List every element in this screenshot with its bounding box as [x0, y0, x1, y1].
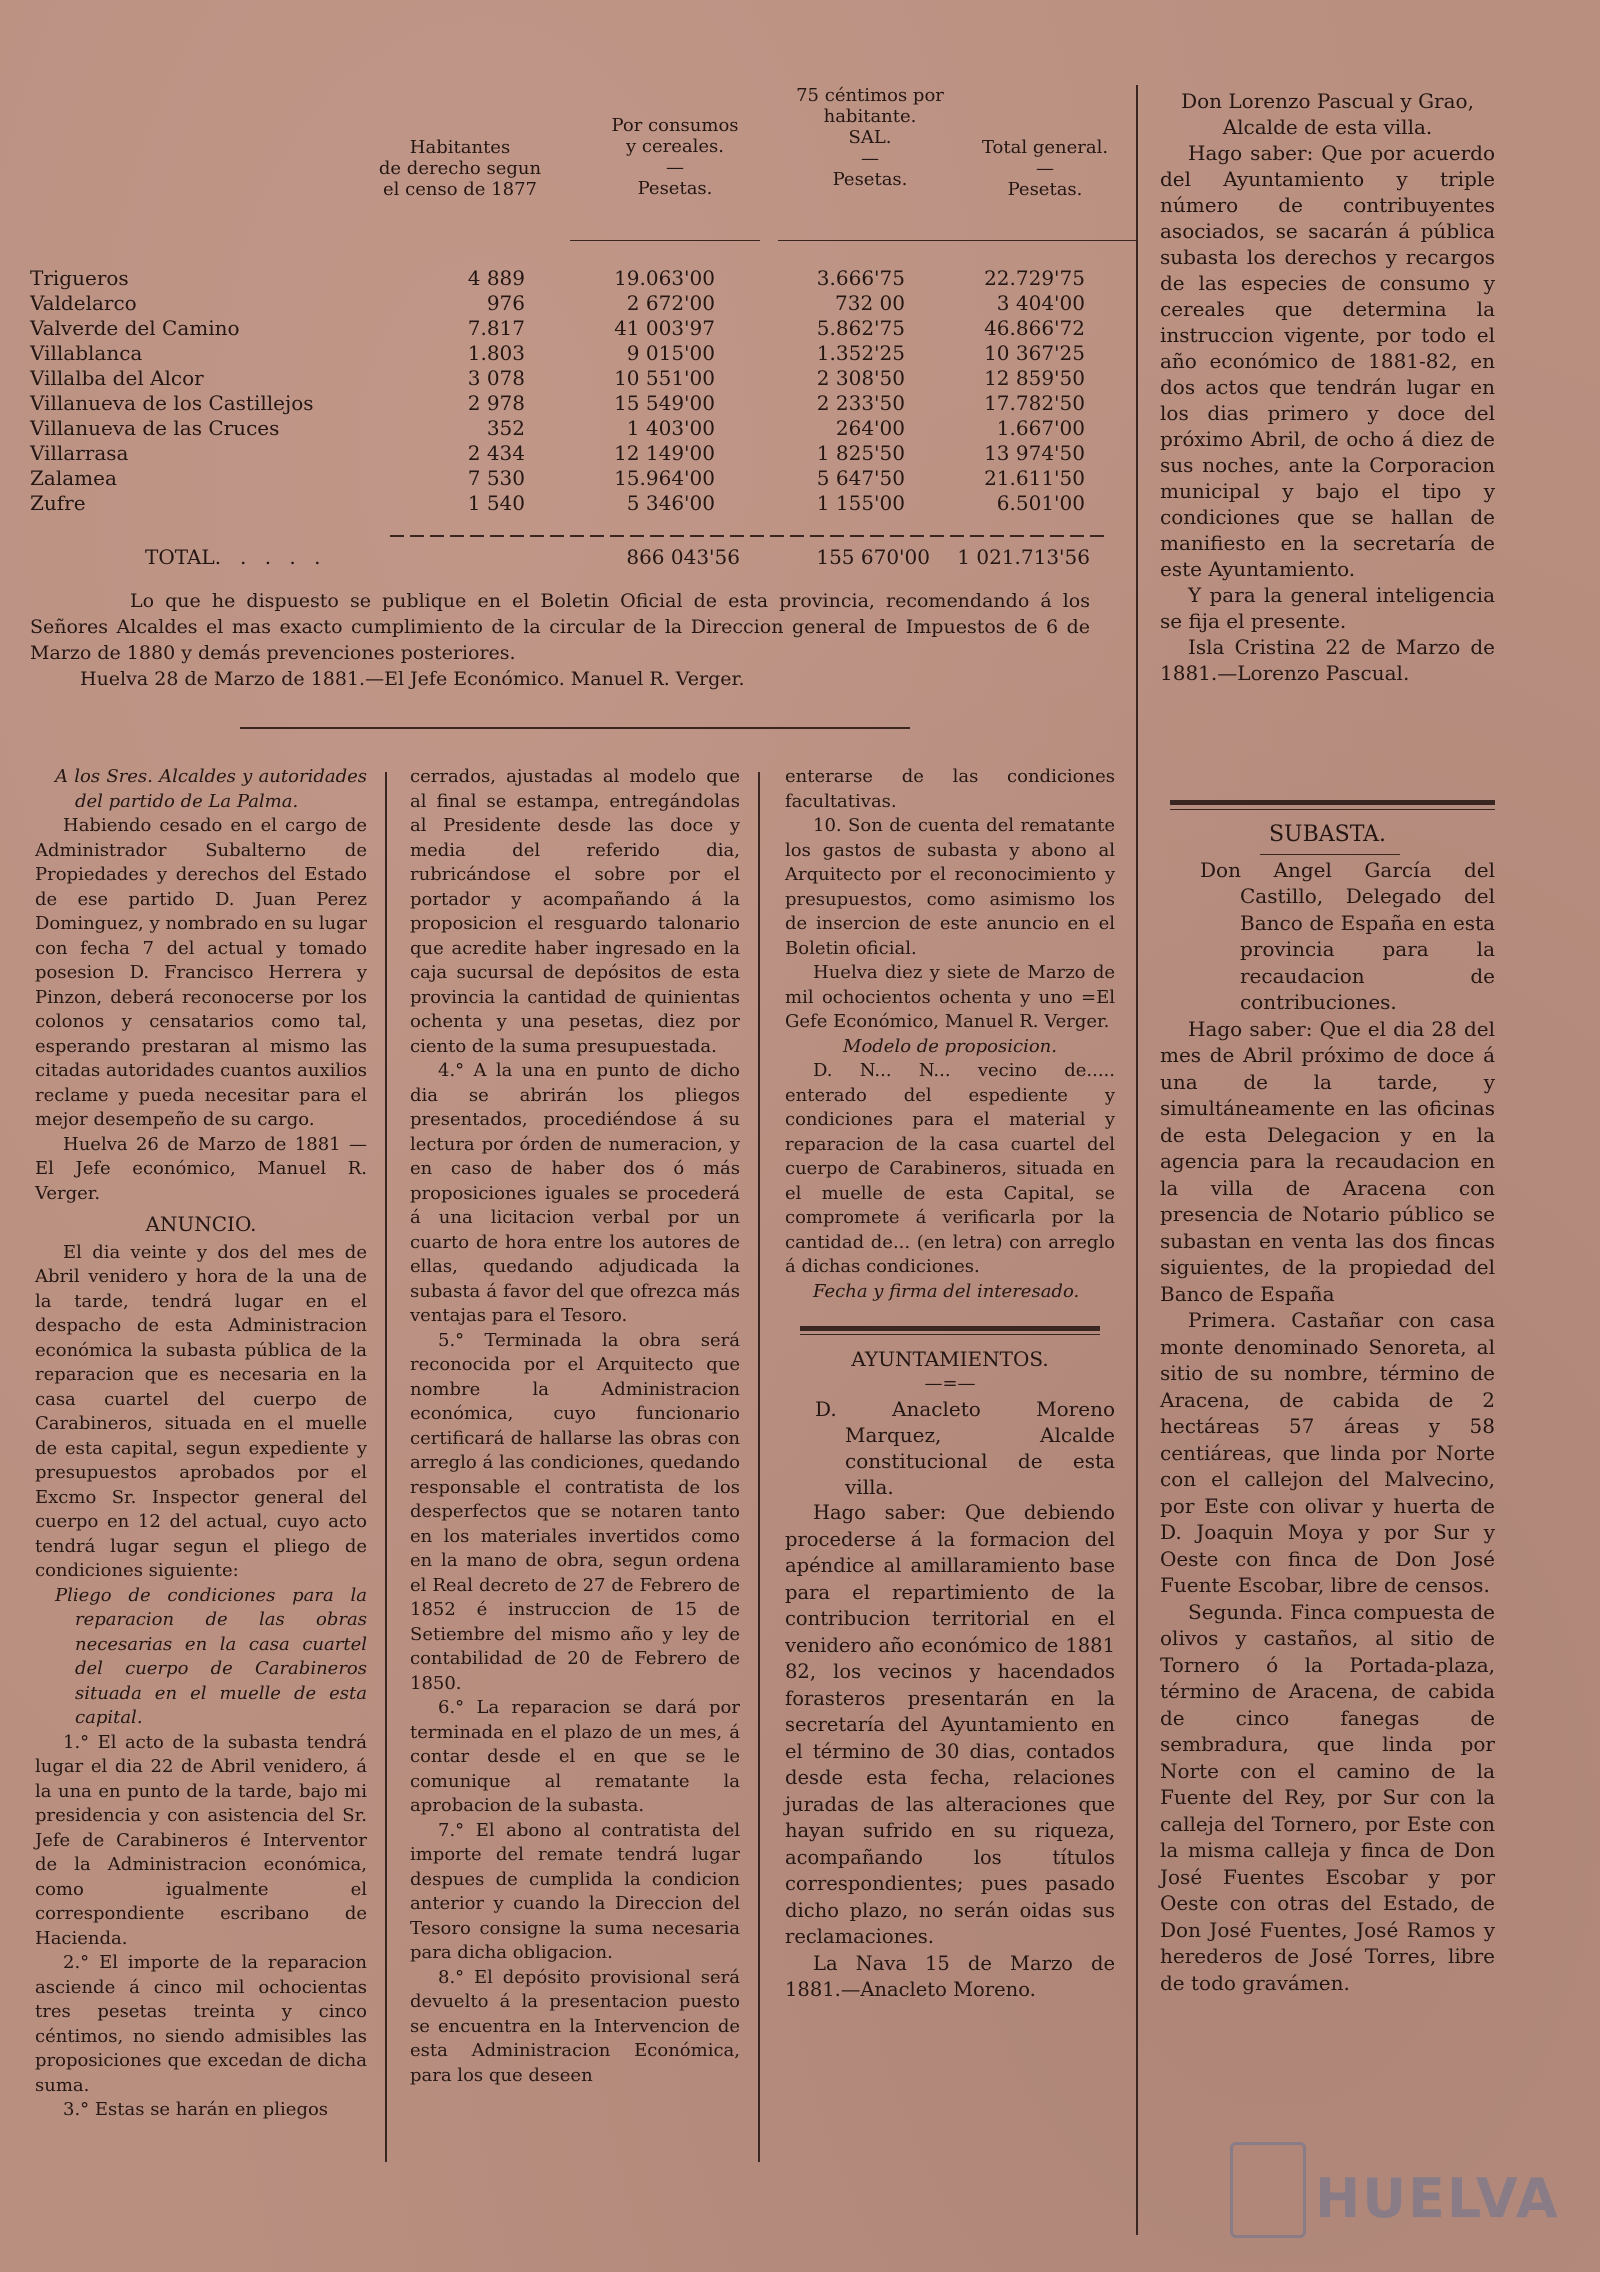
anuncio-title: ANUNCIO.	[145, 1212, 257, 1236]
sal-value: 1.352'25	[816, 340, 905, 365]
header-line: Habitantes	[409, 137, 511, 158]
notice-paragraph	[30, 588, 1090, 692]
habitantes-value: 976	[486, 290, 525, 315]
consumos-value: 9 015'00	[626, 340, 715, 365]
subasta-section	[1160, 822, 1495, 1996]
municipality-name: Zalamea	[30, 465, 117, 490]
habitantes-value: 352	[486, 415, 525, 440]
notice-text: Lo que he dispuesto se publique en el Boletin Oficial de esta provincia, recomendando á los Señores Alcaldes el mas exacto cumplimiento de la circular de la Direccion general de Impuestos de 6 de Marzo de 1880 y demás prevenciones posteriores.	[30, 590, 1090, 664]
total-value: 10 367'25	[984, 340, 1085, 365]
right-top-notice	[1160, 88, 1495, 686]
statistics-table	[30, 265, 1110, 515]
total-consumos: 866 043'56	[626, 545, 740, 569]
total-value: 22.729'75	[984, 265, 1085, 290]
consumos-value: 15 549'00	[614, 390, 715, 415]
lorenzo-heading: Don Lorenzo Pascual y Grao, Alcalde de esta villa.	[1181, 89, 1474, 139]
header-line: de derecho segun	[378, 158, 542, 179]
header-line: Total general.	[981, 137, 1109, 158]
total-value: 6.501'00	[996, 490, 1085, 515]
dotted-leader: . . . .	[240, 545, 327, 569]
header-rule	[778, 240, 958, 241]
total-value: 3 404'00	[996, 290, 1085, 315]
municipality-name: Valverde del Camino	[30, 315, 240, 340]
consumos-value: 12 149'00	[614, 440, 715, 465]
col3-firma: Fecha y firma del interesado.	[813, 1280, 1080, 1302]
ayuntamientos-separator: —=—	[924, 1372, 976, 1394]
subasta-p1: Hago saber: Que el dia 28 del mes de Abril próximo de doce á una de la tarde, y simultáneamente en las oficinas de esta Delegacion y en la agencia para la recaudacion en la villa de Aracena con presencia de Notario público se subastan en venta las dos fincas siguientes, de la propiedad del Banco de España	[1160, 1016, 1495, 1306]
habitantes-value: 7.817	[467, 315, 525, 340]
municipality-name: Villablanca	[30, 340, 143, 365]
table-row	[30, 465, 1110, 490]
col1-p2: Huelva 26 de Marzo de 1881 — El Jefe económico, Manuel R. Verger.	[35, 1133, 367, 1204]
col1-heading: A los Sres. Alcaldes y autoridades del partido de La Palma.	[55, 766, 367, 812]
header-rule	[570, 240, 760, 241]
header-line: SAL.	[848, 127, 892, 148]
municipality-name: Villanueva de los Castillejos	[30, 390, 314, 415]
total-sal: 155 670'00	[816, 545, 930, 569]
header-consumos	[590, 115, 760, 199]
header-total	[960, 137, 1130, 200]
sal-value: 732 00	[835, 290, 905, 315]
right-top-p2: Y para la general inteligencia se fija el presente.	[1160, 583, 1495, 633]
habitantes-value: 7 530	[467, 465, 525, 490]
header-line: —	[666, 157, 684, 178]
sal-value: 2 308'50	[816, 365, 905, 390]
col1-p4: 1.° El acto de la subasta tendrá lugar el dia 22 de Abril venidero, á la una en punto de la tarde, bajo mi presidencia y con asistencia del Sr. Jefe de Carabineros é Interventor de la Administracion económica, como igualmente el correspondiente escribano de Hacienda.	[35, 1731, 367, 1949]
habitantes-value: 2 434	[467, 440, 525, 465]
ayuntamientos-title: AYUNTAMIENTOS.	[851, 1347, 1049, 1371]
sal-value: 2 233'50	[816, 390, 905, 415]
table-row	[30, 290, 1110, 315]
header-habitantes	[360, 137, 560, 200]
header-line: —	[861, 148, 879, 169]
table-row	[30, 415, 1110, 440]
table-row	[30, 440, 1110, 465]
col3-p4: D. N... N... vecino de..... enterado del espediente y condiciones para el material y reparacion de la casa cuartel del cuerpo de Carabineros, situada en el muelle de esta Capital, se compromete á verificarla por la cantidad de... (en letra) con arreglo á dichas condiciones.	[785, 1060, 1115, 1277]
table-row	[30, 340, 1110, 365]
consumos-value: 1 403'00	[626, 415, 715, 440]
header-sal	[770, 85, 970, 190]
total-label: TOTAL.	[145, 545, 222, 569]
col2-p3: 5.° Terminada la obra será reconocida por el Arquitecto que nombre la Administracion económica, cuyo funcionario certificará de hallarse las obras con arreglo á las condiciones, quedando responsable el contratista de los desperfectos que se notaren tanto en los materiales invertidos como en la mano de obra, segun ordena el Real decreto de 27 de Febrero de 1852 é instruccion de 15 de Setiembre del mismo año y ley de contabilidad de 20 de Febrero de 1850.	[410, 1329, 740, 1694]
column-1	[35, 765, 367, 2123]
col1-p1: Habiendo cesado en el cargo de Administrador Subalterno de Propiedades y derechos del Estado de ese partido D. Juan Perez Dominguez, y nombrado en su lugar con fecha 7 del actual y tomado posesion D. Francisco Herrera y Pinzon, deberá reconocerse por los colonos y censatarios como tal, esperando prestaran al mismo las citadas autoridades cuantos auxilios reclame y pueda necesitar para el mejor desempeño de su cargo.	[35, 815, 368, 1130]
stamp-emblem	[1230, 2142, 1306, 2238]
header-line: habitante.	[823, 106, 917, 127]
consumos-value: 5 346'00	[626, 490, 715, 515]
col2-p4: 6.° La reparacion se dará por terminada en el plazo de un mes, á contar desde el en que se le comunique al rematante la aprobacion de la subasta.	[410, 1697, 740, 1816]
column-rule	[385, 772, 387, 2162]
col2-p2: 4.° A la una en punto de dicho dia se abrirán los pliegos presentados, procediéndose á su lectura por órden de numeracion, y en caso de haber dos ó más proposiciones iguales se procederá á una licitacion verbal por un cuarto de hora entre los autores de ellas, quedando adjudicada la subasta á favor del que ofrezca más ventajas para el Tesoro.	[410, 1060, 740, 1326]
subasta-rule	[1260, 854, 1400, 855]
habitantes-value: 1.803	[467, 340, 525, 365]
total-value: 13 974'50	[984, 440, 1085, 465]
habitantes-value: 4 889	[467, 265, 525, 290]
sal-value: 3.666'75	[816, 265, 905, 290]
consumos-value: 15.964'00	[614, 465, 715, 490]
consumos-value: 2 672'00	[626, 290, 715, 315]
col1-p6: 3.° Estas se harán en pliegos	[63, 2099, 329, 2120]
header-line: Pesetas.	[1007, 179, 1083, 200]
header-line: —	[1036, 158, 1054, 179]
header-line: Pesetas.	[832, 169, 908, 190]
col2-p1: cerrados, ajustadas al modelo que al final se estampa, entregándolas al Presidente desde las doce y media del referido dia, rubricándose el sobre por el portador y acompañando á la proposicion el resguardo talonario que acredite haber ingresado en la caja sucursal de depósitos de esta provincia la cantidad de quinientas ochenta y una pesetas, diez por ciento de la suma presupuestada.	[410, 766, 740, 1057]
header-line: y cereales.	[626, 136, 724, 157]
header-rule	[958, 240, 1138, 241]
total-general: 1 021.713'56	[957, 545, 1090, 569]
header-line: Por consumos	[611, 115, 739, 136]
total-value: 1.667'00	[996, 415, 1085, 440]
total-value: 17.782'50	[984, 390, 1085, 415]
column-rule	[758, 772, 760, 2162]
consumos-value: 19.063'00	[614, 265, 715, 290]
rule-thick	[800, 1326, 1100, 1331]
modelo-title: Modelo de proposicion.	[843, 1035, 1057, 1057]
habitantes-value: 3 078	[467, 365, 525, 390]
subasta-heading: Don Angel García del Castillo, Delegado del Banco de España en esta provincia para la recaudacion de contribuciones.	[1200, 857, 1495, 1014]
col3-p5: Hago saber: Que debiendo procederse á la formacion del apéndice al amillaramiento base para el repartimiento de la contribucion territorial en el venidero año económico de 1881 82, los vecinos y hacendados forasteros presentarán en la secretaría del Ayuntamiento en el término de 30 dias, contados desde esta fecha, relaciones juradas de las alteraciones que hayan sufrido en su riqueza, acompañando los títulos correspondientes; pues pasado dicho plazo, no serán oidas sus reclamaciones.	[785, 1501, 1115, 1948]
column-2	[410, 765, 740, 2088]
total-value: 21.611'50	[984, 465, 1085, 490]
table-row	[30, 365, 1110, 390]
table-row	[30, 265, 1110, 290]
section-divider	[240, 727, 910, 729]
col1-p5: 2.° El importe de la reparacion asciende á cinco mil ochocientas tres pesetas treinta y cinco céntimos, no siendo admisibles las proposiciones que excedan de dicha suma.	[35, 1952, 367, 2096]
pliego-title: Pliego de condiciones para la reparacion de las obras necesarias en la casa cuartel del cuerpo de Carabineros situada en el muelle de esta capital.	[55, 1584, 367, 1728]
col3-p3: Huelva diez y siete de Marzo de mil ochocientos ochenta y uno =El Gefe Económico, Manuel R. Verger.	[785, 962, 1115, 1032]
column-rule	[1136, 85, 1138, 2235]
table-row	[30, 490, 1110, 515]
municipality-name: Villalba del Alcor	[30, 365, 204, 390]
municipality-name: Villanueva de las Cruces	[30, 415, 280, 440]
header-line: el censo de 1877	[383, 179, 537, 200]
subasta-title: SUBASTA.	[1268, 822, 1387, 847]
total-value: 46.866'72	[984, 315, 1085, 340]
sal-value: 1 825'50	[816, 440, 905, 465]
col1-p3: El dia veinte y dos del mes de Abril venidero y hora de la una de la tarde, tendrá lugar en el despacho de esta Administracion económica la subasta pública de la reparacion que es necesaria en la casa cuartel del cuerpo de Carabineros, situada en el muelle de esta capital, segun expediente y presupuestos aprobados por el Excmo Sr. Inspector general del cuerpo en 12 del actual, cuyo acto tendrá lugar segun el pliego de condiciones siguiente:	[35, 1241, 367, 1581]
municipality-name: Trigueros	[30, 265, 129, 290]
subasta-p2: Primera. Castañar con casa monte denominado Senoreta, al sitio de su nombre, término de Aracena, de cabida de 2 hectáreas 57 áreas y 58 centiáreas, que linda por Norte con el callejon del Malvecino, por Este con olivar y huerta de D. Joaquin Moya y por Sur y Oeste con finca de Don José Fuente Escobar, libre de censos.	[1160, 1308, 1495, 1597]
right-top-signature: Isla Cristina 22 de Marzo de 1881.—Lorenzo Pascual.	[1160, 635, 1495, 685]
subasta-p3: Segunda. Finca compuesta de olivos y castaños, al sitio de Tornero ó la Portada-plaza, término de Aracena, de cabida de cinco fanegas de sembradura, que linda por Norte con el camino de la Fuente del Rey, por Sur con la calleja del Tornero, por Este con la misma calleja y finca de Don José Fuentes Escobar y por Oeste con otras del Estado, de Don José Fuentes, José Ramos y herederos de José Torres, libre de todo gravámen.	[1160, 1599, 1495, 1995]
rule-thin	[800, 1334, 1100, 1335]
col3-p6: La Nava 15 de Marzo de 1881.—Anacleto Moreno.	[785, 1951, 1115, 2001]
column-3	[785, 765, 1115, 2004]
sal-value: 1 155'00	[816, 490, 905, 515]
municipality-name: Villarrasa	[30, 440, 129, 465]
rule-thick	[1170, 800, 1495, 805]
habitantes-value: 2 978	[467, 390, 525, 415]
total-value: 12 859'50	[984, 365, 1085, 390]
municipality-name: Valdelarco	[30, 290, 137, 315]
consumos-value: 41 003'97	[614, 315, 715, 340]
sal-value: 5 647'50	[816, 465, 905, 490]
sal-value: 5.862'75	[816, 315, 905, 340]
col3-p2: 10. Son de cuenta del rematante los gastos de subasta y abono al Arquitecto por el reconocimiento y presupuestos, como asimismo los de insercion de este anuncio en el Boletin oficial.	[785, 815, 1115, 959]
right-top-p1: Hago saber: Que por acuerdo del Ayuntamiento y triple número de contribuyentes asociados, se sacarán á pública subasta los derechos y recargos de las especies de consumo y cereales que determina la instruccion vigente, por todo el año económico de 1881-82, en dos actos que tendrán lugar en los dias primero y doce del próximo Abril, de ocho á diez de sus noches, ante la Corporacion municipal y bajo el tipo y condiciones que se hallan de manifiesto en la secretaría de este Ayuntamiento.	[1160, 141, 1495, 581]
municipality-name: Zufre	[30, 490, 86, 515]
header-line: Pesetas.	[637, 178, 713, 199]
anacleto-heading: D. Anacleto Moreno Marquez, Alcalde constitucional de esta villa.	[815, 1397, 1115, 1499]
col3-p1: enterarse de las condiciones facultativas.	[785, 766, 1115, 812]
header-line: 75 céntimos por	[796, 85, 944, 106]
table-row	[30, 315, 1110, 340]
consumos-value: 10 551'00	[614, 365, 715, 390]
rule-thin	[1170, 809, 1495, 810]
habitantes-value: 1 540	[467, 490, 525, 515]
table-row	[30, 390, 1110, 415]
col2-p6: 8.° El depósito provisional será devuelto á la presentacion puesto se encuentra en la Intervencion de esta Administracion Económica, para los que deseen	[410, 1966, 740, 2086]
sal-value: 264'00	[835, 415, 905, 440]
col2-p5: 7.° El abono al contratista del importe del remate tendrá lugar despues de cumplida la condicion anterior y cuando la Direccion del Tesoro consigne la suma necesaria para dicha obligacion.	[410, 1819, 740, 1963]
total-rule	[390, 535, 1110, 537]
archive-stamp	[1230, 2132, 1560, 2242]
notice-signature: Huelva 28 de Marzo de 1881.—El Jefe Económico. Manuel R. Verger.	[80, 668, 745, 690]
stamp-text: HUELVA	[1315, 2167, 1560, 2230]
